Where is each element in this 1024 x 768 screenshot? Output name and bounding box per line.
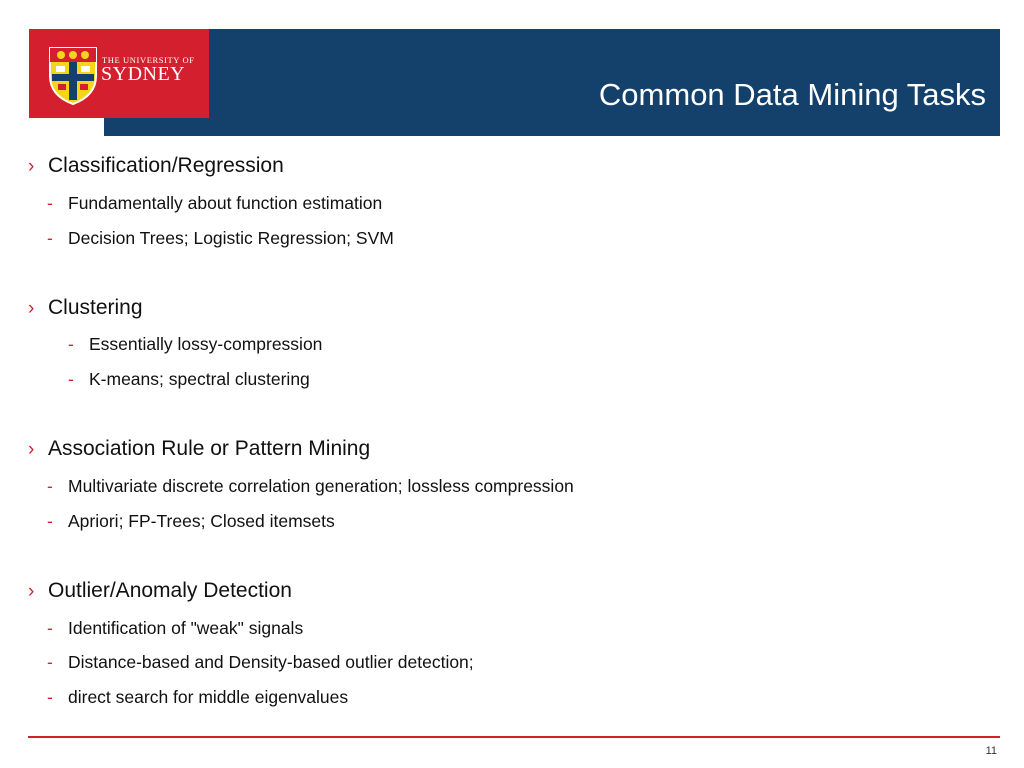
list-item <box>47 618 303 639</box>
section-heading <box>28 296 143 320</box>
logo-university-of: THE UNIVERSITY OF <box>102 55 195 65</box>
list-item-text: Decision Trees; Logistic Regression; SVM <box>68 228 394 248</box>
list-item-text: Essentially lossy-compression <box>89 334 323 354</box>
dash-icon: - <box>68 334 74 354</box>
list-item <box>47 652 474 673</box>
dash-icon: - <box>47 228 53 248</box>
list-item-text: K-means; spectral clustering <box>89 369 310 389</box>
bullet-icon: › <box>28 156 35 177</box>
bullet-icon: › <box>28 439 35 460</box>
dash-icon: - <box>47 476 53 496</box>
section-heading <box>28 154 284 178</box>
dash-icon: - <box>47 511 53 531</box>
section-heading-text: Outlier/Anomaly Detection <box>48 579 292 602</box>
section-heading <box>28 437 370 461</box>
list-item <box>47 476 574 497</box>
list-item <box>47 687 348 708</box>
logo-sydney: SYDNEY <box>101 63 186 85</box>
dash-icon: - <box>47 687 53 707</box>
list-item-text: Distance-based and Density-based outlier detection; <box>68 652 474 672</box>
bullet-icon: › <box>28 581 35 602</box>
section-heading-text: Association Rule or Pattern Mining <box>48 437 371 460</box>
dash-icon: - <box>47 618 53 638</box>
bullet-icon: › <box>28 298 35 319</box>
page-number: 11 <box>985 745 997 757</box>
list-item <box>68 369 310 390</box>
footer-divider <box>28 736 1000 738</box>
section-heading-text: Classification/Regression <box>48 154 284 177</box>
list-item <box>68 334 322 355</box>
dash-icon: - <box>47 193 53 213</box>
slide-title: Common Data Mining Tasks <box>598 77 986 112</box>
list-item-text: Multivariate discrete correlation generation; lossless compression <box>68 476 574 496</box>
list-item <box>47 511 335 532</box>
dash-icon: - <box>47 652 53 672</box>
list-item-text: direct search for middle eigenvalues <box>68 687 349 707</box>
dash-icon: - <box>68 369 74 389</box>
list-item-text: Fundamentally about function estimation <box>68 193 383 213</box>
list-item-text: Identification of "weak" signals <box>68 618 304 638</box>
list-item-text: Apriori; FP-Trees; Closed itemsets <box>68 511 335 531</box>
section-heading <box>28 579 292 603</box>
section-heading-text: Clustering <box>48 296 143 319</box>
list-item <box>47 228 394 249</box>
list-item <box>47 193 382 214</box>
